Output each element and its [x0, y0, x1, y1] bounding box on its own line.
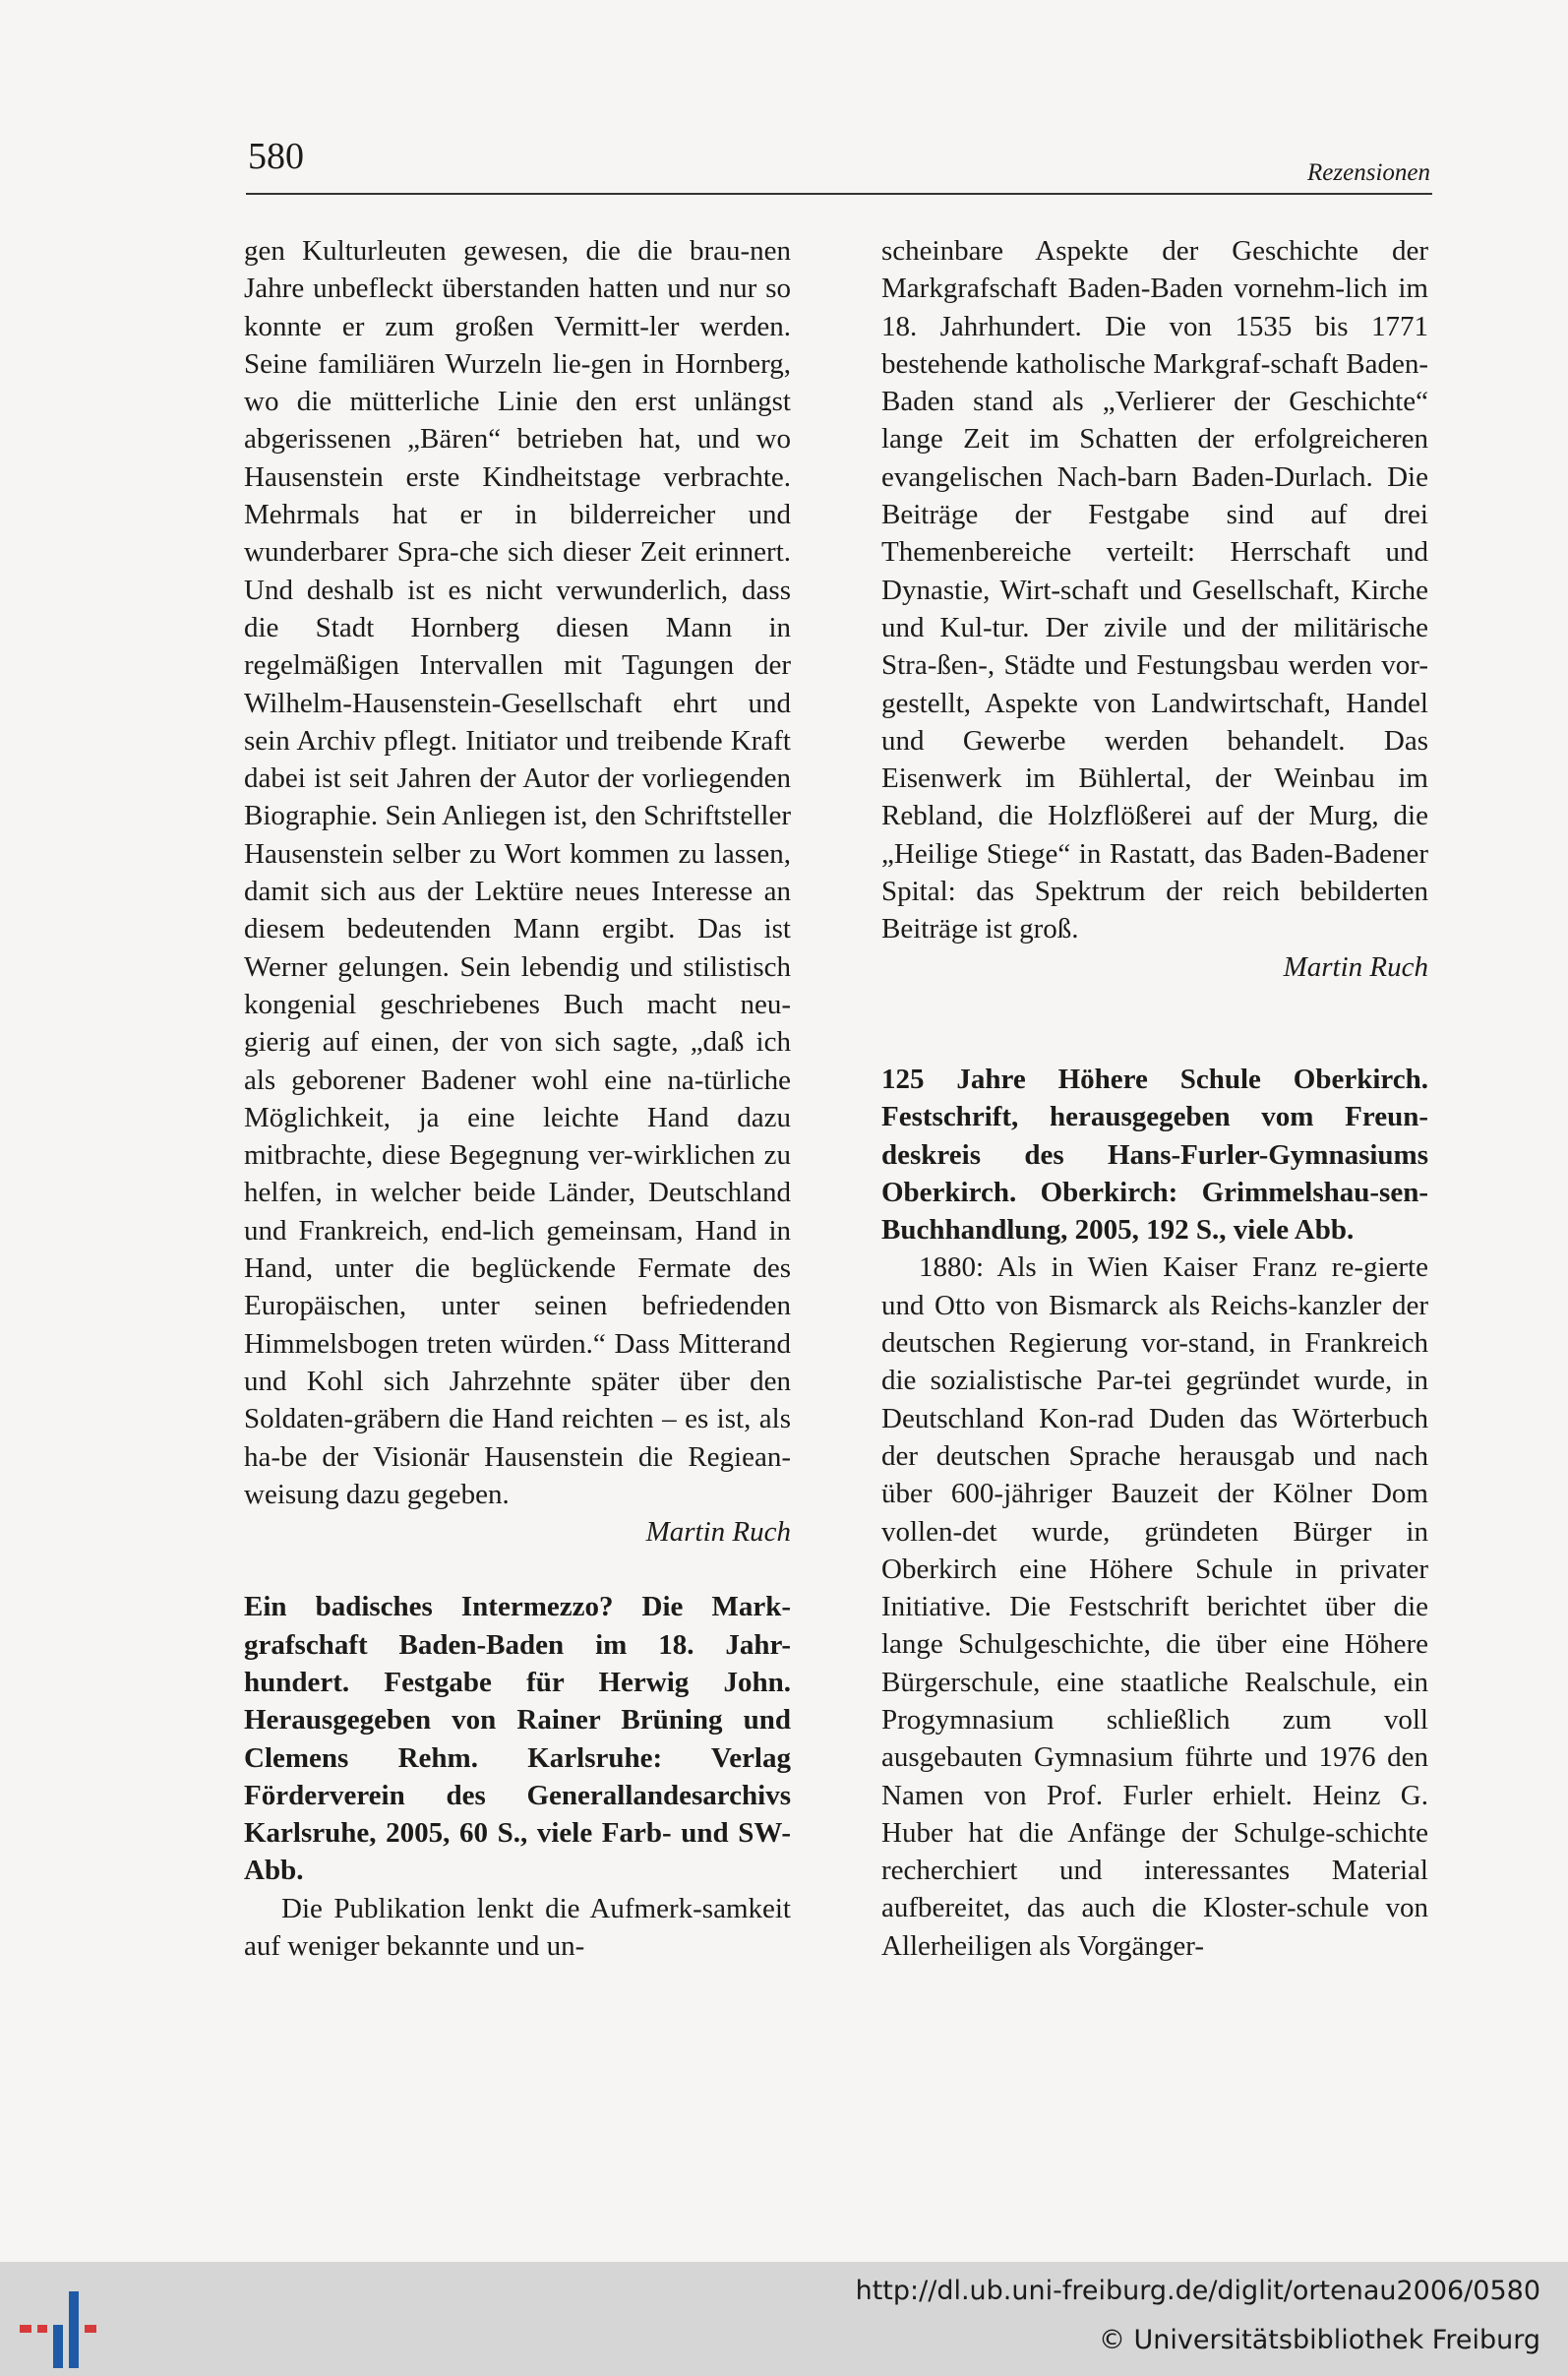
left-paragraph-1: gen Kulturleuten gewesen, die die brau-nen Jahre unbefleckt überstanden hatten und nur so konnte er zum großen Vermitt-ler werden. Seine familiären Wurzeln lie-gen in Hornberg, wo die mütterliche Linie den erst unlängst abgerissenen „Bären“ betrieben hat, und wo Hausenstein erste Kindheitstage verbrachte. Mehrmals hat er in bilderreicher und wunderbarer Spra-che sich dieser Zeit erinnert. Und deshalb ist es nicht verwunderlich, dass die Stadt Hornberg diesen Mann in regelmäßigen Intervallen mit Tagungen der Wilhelm-Hausenstein-Gesellschaft ehrt und sein Archiv pflegt. Initiator und treibende Kraft dabei ist seit Jahren der Autor der vorliegenden Biographie. Sein Anliegen ist, den Schriftsteller Hausenstein selber zu Wort kommen zu lassen, damit sich aus der Lektüre neues Interesse an diesem bedeutenden Mann ergibt. Das ist Werner gelungen. Sein lebendig und stilistisch kongenial geschriebenes Buch macht neu-gierig auf einen, der von sich sagte, „daß ich als geborener Badener wohl eine na-türliche Möglichkeit, ja eine leichte Hand dazu mitbrachte, diese Begegnung ver-wirklichen zu helfen, in welcher beide Länder, Deutschland und Frankreich, end-lich gemeinsam, Hand in Hand, unter die beglückende Fermate des Europäischen, unter seinen befriedenden Himmelsbogen treten würden.“ Dass Mitterand und Kohl sich Jahrzehnte später über den Soldaten-gräbern die Hand reichten – es ist, als ha-be der Visionär Hausenstein die Regiean-weisung dazu gegeben.: [244, 235, 791, 1510]
left-paragraph-2: Die Publikation lenkt die Aufmerk-samkeit auf weniger bekannte und un-: [244, 1892, 791, 1963]
right-spacer: [881, 986, 1428, 1061]
right-paragraph-1: scheinbare Aspekte der Geschichte der Markgrafschaft Baden-Baden vornehm-lich im 18. Jahrhundert. Die von 1535 bis 1771 bestehende katholische Markgraf-schaft Baden-Baden stand als „Verlierer der Geschichte“ lange Zeit im Schatten der erfolgreicheren evangelischen Nach-barn Baden-Durlach. Die Beiträge der Festgabe sind auf drei Themenbereiche verteilt: Herrschaft und Dynastie, Wirt-schaft und Gesellschaft, Kirche und Kul-tur. Der zivile und der militärische Stra-ßen-, Städte und Festungsbau werden vor-gestellt, Aspekte von Landwirtschaft, Handel und Gewerbe werden behandelt. Das Eisenwerk im Bühlertal, der Weinbau im Rebland, die Holzflößerei auf der Murg, die „Heilige Stiege“ in Rastatt, das Baden-Badener Spital: das Spektrum der reich bebilderten Beiträge ist groß.: [881, 235, 1428, 945]
page-number: 580: [248, 136, 304, 177]
left-signature: Martin Ruch: [645, 1516, 791, 1549]
right-review-heading: 125 Jahre Höhere Schule Oberkirch. Festschrift, herausgegeben vom Freun-deskreis des Hans-Furler-Gymnasiums Oberkirch. Oberkirch: Grimmelshau-sen-Buchhandlung, 2005, 192 S., viele Abb.: [881, 1063, 1428, 1247]
copyright-text: © Universitätsbibliothek Freiburg: [1098, 2325, 1540, 2355]
running-head: Rezensionen: [1307, 159, 1430, 186]
right-signature: Martin Ruch: [1283, 950, 1428, 983]
right-paragraph-2: 1880: Als in Wien Kaiser Franz re-gierte und Otto von Bismarck als Reichs-kanzler der deutschen Regierung vor-stand, in Frankreich die sozialistische Par-tei gegründet wurde, in Deutschland Kon-rad Duden das Wörterbuch der deutschen Sprache herausgab und nach über 600-jähriger Bauzeit der Kölner Dom vollen-det wurde, gründeten Bürger in Oberkirch eine Höhere Schule in privater Initiative. Die Festschrift berichtet über die lange Schulgeschichte, die über eine Höhere Bürgerschule, eine staatliche Realschule, ein Progymnasium schließlich zum voll ausgebauten Gymnasium führte und 1976 den Namen von Prof. Furler erhielt. Heinz G. Huber hat die Anfänge der Schulge-schichte recherchiert und interessantes Material aufbereitet, das auch die Kloster-schule von Allerheiligen als Vorgänger-: [881, 1251, 1428, 1962]
source-url-link[interactable]: http://dl.ub.uni-freiburg.de/diglit/ortenau2006/0580: [855, 2276, 1540, 2306]
right-column: [881, 232, 1428, 1965]
left-column: [244, 232, 791, 1965]
footer-bar: [0, 2262, 1568, 2376]
header-rule: [246, 193, 1432, 195]
left-review-heading: Ein badisches Intermezzo? Die Mark-grafschaft Baden-Baden im 18. Jahr-hundert. Festgabe für Herwig John. Herausgegeben von Rainer Brüning und Clemens Rehm. Karlsruhe: Verlag Förderverein des Generallandesarchivs Karlsruhe, 2005, 60 S., viele Farb- und SW-Abb.: [244, 1591, 791, 1887]
left-spacer: [244, 1551, 791, 1588]
library-logo-icon: [20, 2274, 102, 2368]
